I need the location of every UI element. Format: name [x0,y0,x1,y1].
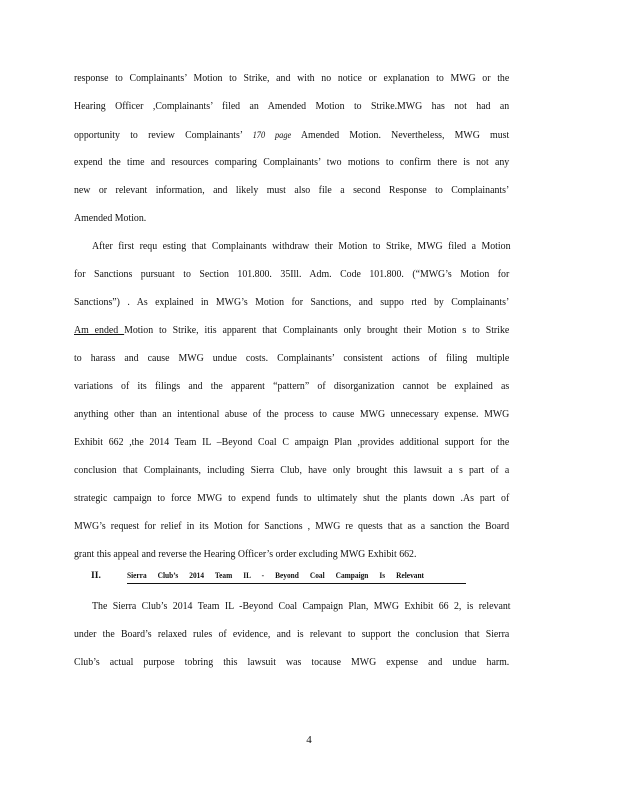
body-line-5: new or relevant information, and likely must also file a second Response to Complainants’ [74,185,510,196]
body-line-10-underlined: Am ended [74,325,125,336]
section-heading: Sierra Club’s 2014 Team IL - Beyond Coal Campaign Is Relevant [127,571,424,580]
body-line-8: for Sanctions pursuant to Section 101.800. 35Ill. Adm. Code 101.800. (“MWG’s Motion for [74,269,510,280]
page-count-note: 170 page [252,130,292,140]
body-line-10-rest: Motion to Strike, itis apparent that Complainants only brought their Motion s to Strike [124,325,510,336]
body-line-15: conclusion that Complainants, including Sierra Club, have only brought this lawsuit a s part of a [74,465,510,476]
body-line-21: Club’s actual purpose tobring this lawsuit was tocause MWG expense and undue harm. [74,657,510,668]
body-line-12: variations of its filings and the apparent “pattern” of disorganization cannot be explained as [74,381,510,392]
body-line-2: Hearing Officer ,Complainants’ filed an Amended Motion to Strike.MWG has not had an [74,101,510,112]
page-number: 4 [306,734,312,746]
body-line-3 [74,126,509,144]
body-line-19: The Sierra Club’s 2014 Team IL -Beyond Coal Campaign Plan, MWG Exhibit 66 2, is relevant [92,601,511,612]
body-line-10 [74,322,509,340]
body-line-1: response to Complainants’ Motion to Strike, and with no notice or explanation to MWG or the [74,73,510,84]
body-line-6: Amended Motion. [74,213,147,224]
body-line-20: under the Board’s relaxed rules of evidence, and is relevant to support the conclusion that Sierra [74,629,510,640]
body-line-14: Exhibit 662 ,the 2014 Team IL –Beyond Coal C ampaign Plan ,provides additional support for the [74,437,510,448]
section-heading-underline [127,583,466,584]
body-line-17: MWG’s request for relief in its Motion for Sanctions , MWG re quests that as a sanction the Board [74,521,510,532]
body-line-13: anything other than an intentional abuse of the process to cause MWG unnecessary expense. MWG [74,409,510,420]
body-line-3-part-2: Amended Motion. Nevertheless, MWG must [291,130,510,141]
body-line-9: Sanctions”) . As explained in MWG’s Motion for Sanctions, and suppo rted by Complainants’ [74,297,510,308]
body-line-16: strategic campaign to force MWG to expend funds to ultimately shut the plants down .As part of [74,493,510,504]
section-number: II. [91,570,101,581]
body-line-7: After first requ esting that Complainants withdraw their Motion to Strike, MWG filed a Motion [92,241,511,252]
body-line-4: expend the time and resources comparing Complainants’ two motions to confirm there is not any [74,157,510,168]
body-line-18: grant this appeal and reverse the Hearing Officer’s order excluding MWG Exhibit 662. [74,549,417,560]
body-line-3-part-1: opportunity to review Complainants’ [74,130,253,141]
body-line-11: to harass and cause MWG undue costs. Complainants’ consistent actions of filing multiple [74,353,510,364]
